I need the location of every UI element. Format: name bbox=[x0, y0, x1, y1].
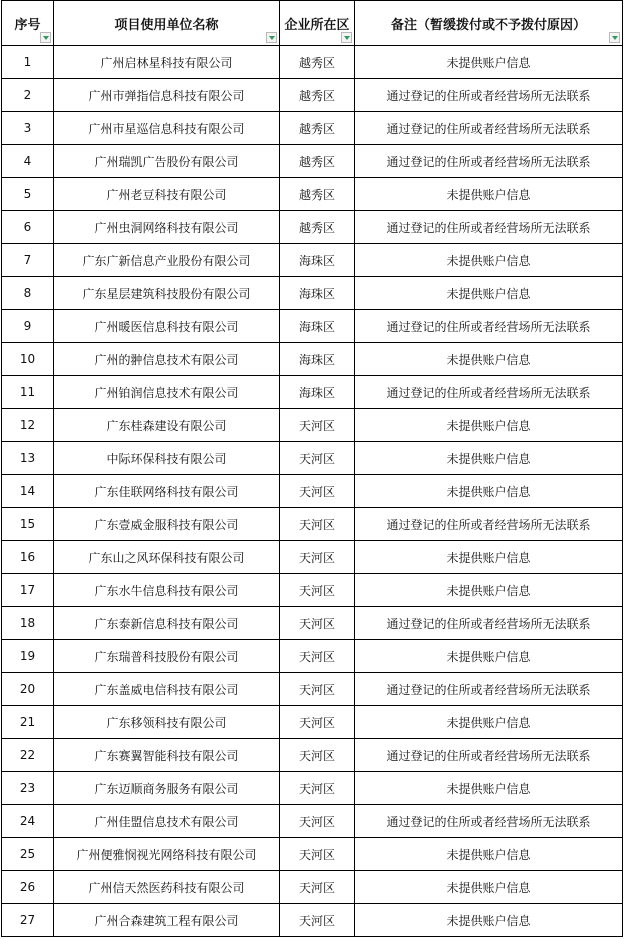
cell-note[interactable]: 未提供账户信息 bbox=[355, 574, 623, 607]
cell-company[interactable]: 广州便雅悯视光网络科技有限公司 bbox=[54, 838, 280, 871]
cell-no[interactable]: 21 bbox=[2, 706, 54, 739]
cell-company[interactable]: 广东迈顺商务服务有限公司 bbox=[54, 772, 280, 805]
cell-company[interactable]: 广东星层建筑科技股份有限公司 bbox=[54, 277, 280, 310]
table-row bbox=[2, 79, 623, 112]
cell-note[interactable]: 通过登记的住所或者经营场所无法联系 bbox=[355, 310, 623, 343]
cell-no[interactable]: 25 bbox=[2, 838, 54, 871]
table-row bbox=[2, 475, 623, 508]
cell-no[interactable]: 24 bbox=[2, 805, 54, 838]
cell-district[interactable]: 越秀区 bbox=[280, 211, 355, 244]
cell-note[interactable]: 通过登记的住所或者经营场所无法联系 bbox=[355, 145, 623, 178]
cell-no[interactable]: 20 bbox=[2, 673, 54, 706]
header-note-label: 备注（暂缓拨付或不予拨付原因） bbox=[390, 17, 586, 33]
table-row bbox=[2, 541, 623, 574]
table-row bbox=[2, 343, 623, 376]
cell-district[interactable]: 天河区 bbox=[280, 607, 355, 640]
table-row bbox=[2, 904, 623, 937]
cell-company[interactable]: 广州虫洞网络科技有限公司 bbox=[54, 211, 280, 244]
cell-company[interactable]: 广州铂润信息技术有限公司 bbox=[54, 376, 280, 409]
cell-no[interactable]: 18 bbox=[2, 607, 54, 640]
cell-district[interactable]: 天河区 bbox=[280, 409, 355, 442]
header-row bbox=[2, 1, 623, 46]
cell-no[interactable]: 6 bbox=[2, 211, 54, 244]
table-row bbox=[2, 442, 623, 475]
cell-note[interactable]: 未提供账户信息 bbox=[355, 277, 623, 310]
cell-no[interactable]: 27 bbox=[2, 904, 54, 937]
cell-no[interactable]: 13 bbox=[2, 442, 54, 475]
cell-note[interactable]: 未提供账户信息 bbox=[355, 706, 623, 739]
cell-district[interactable]: 天河区 bbox=[280, 574, 355, 607]
cell-company[interactable]: 广州合森建筑工程有限公司 bbox=[54, 904, 280, 937]
cell-company[interactable]: 广东泰新信息科技有限公司 bbox=[54, 607, 280, 640]
cell-district[interactable]: 天河区 bbox=[280, 871, 355, 904]
table-row bbox=[2, 112, 623, 145]
cell-district[interactable]: 天河区 bbox=[280, 640, 355, 673]
cell-district[interactable]: 越秀区 bbox=[280, 145, 355, 178]
cell-note[interactable]: 未提供账户信息 bbox=[355, 442, 623, 475]
cell-no[interactable]: 12 bbox=[2, 409, 54, 442]
header-district-label: 企业所在区 bbox=[284, 17, 350, 33]
cell-company[interactable]: 广州暖医信息科技有限公司 bbox=[54, 310, 280, 343]
cell-note[interactable]: 通过登记的住所或者经营场所无法联系 bbox=[355, 805, 623, 838]
cell-district[interactable]: 天河区 bbox=[280, 475, 355, 508]
cell-company[interactable]: 广州市弹指信息科技有限公司 bbox=[54, 79, 280, 112]
table-row bbox=[2, 277, 623, 310]
cell-district[interactable]: 越秀区 bbox=[280, 112, 355, 145]
cell-district[interactable]: 天河区 bbox=[280, 739, 355, 772]
cell-company[interactable]: 广东瑞普科技股份有限公司 bbox=[54, 640, 280, 673]
table-row bbox=[2, 772, 623, 805]
cell-company[interactable]: 广州瑞凯广告股份有限公司 bbox=[54, 145, 280, 178]
cell-district[interactable]: 海珠区 bbox=[280, 277, 355, 310]
cell-no[interactable]: 15 bbox=[2, 508, 54, 541]
cell-no[interactable]: 4 bbox=[2, 145, 54, 178]
cell-company[interactable]: 广东移领科技有限公司 bbox=[54, 706, 280, 739]
header-company-label: 项目使用单位名称 bbox=[114, 17, 219, 33]
header-district bbox=[280, 1, 355, 46]
cell-note[interactable]: 通过登记的住所或者经营场所无法联系 bbox=[355, 376, 623, 409]
cell-company[interactable]: 广州信天然医药科技有限公司 bbox=[54, 871, 280, 904]
cell-note[interactable]: 未提供账户信息 bbox=[355, 475, 623, 508]
filter-dropdown-icon[interactable] bbox=[341, 32, 352, 43]
cell-district[interactable]: 天河区 bbox=[280, 904, 355, 937]
table-row bbox=[2, 574, 623, 607]
cell-note[interactable]: 未提供账户信息 bbox=[355, 871, 623, 904]
cell-district[interactable]: 天河区 bbox=[280, 541, 355, 574]
cell-note[interactable]: 未提供账户信息 bbox=[355, 838, 623, 871]
cell-no[interactable]: 5 bbox=[2, 178, 54, 211]
cell-district[interactable]: 海珠区 bbox=[280, 343, 355, 376]
cell-no[interactable]: 19 bbox=[2, 640, 54, 673]
cell-no[interactable]: 7 bbox=[2, 244, 54, 277]
cell-company[interactable]: 广东赛翼智能科技有限公司 bbox=[54, 739, 280, 772]
table-row bbox=[2, 673, 623, 706]
cell-note[interactable]: 通过登记的住所或者经营场所无法联系 bbox=[355, 112, 623, 145]
cell-district[interactable]: 天河区 bbox=[280, 442, 355, 475]
cell-district[interactable]: 天河区 bbox=[280, 673, 355, 706]
table-row bbox=[2, 46, 623, 79]
cell-note[interactable]: 通过登记的住所或者经营场所无法联系 bbox=[355, 211, 623, 244]
cell-no[interactable]: 22 bbox=[2, 739, 54, 772]
table-row bbox=[2, 739, 623, 772]
cell-company[interactable]: 广东盖威电信科技有限公司 bbox=[54, 673, 280, 706]
cell-note[interactable]: 通过登记的住所或者经营场所无法联系 bbox=[355, 79, 623, 112]
header-company bbox=[54, 1, 280, 46]
cell-company[interactable]: 广州市星巡信息科技有限公司 bbox=[54, 112, 280, 145]
cell-company[interactable]: 广州启林星科技有限公司 bbox=[54, 46, 280, 79]
table-body bbox=[2, 46, 623, 937]
cell-no[interactable]: 2 bbox=[2, 79, 54, 112]
table-row bbox=[2, 805, 623, 838]
cell-company[interactable]: 广东佳联网络科技有限公司 bbox=[54, 475, 280, 508]
filter-dropdown-icon[interactable] bbox=[40, 32, 51, 43]
cell-district[interactable]: 海珠区 bbox=[280, 376, 355, 409]
cell-district[interactable]: 海珠区 bbox=[280, 244, 355, 277]
table-row bbox=[2, 145, 623, 178]
cell-no[interactable]: 3 bbox=[2, 112, 54, 145]
cell-company[interactable]: 广东桂森建设有限公司 bbox=[54, 409, 280, 442]
cell-note[interactable]: 未提供账户信息 bbox=[355, 343, 623, 376]
table-row bbox=[2, 640, 623, 673]
table-row bbox=[2, 508, 623, 541]
cell-company[interactable]: 广州老豆科技有限公司 bbox=[54, 178, 280, 211]
header-no-label: 序号 bbox=[14, 17, 41, 33]
cell-company[interactable]: 广东广新信息产业股份有限公司 bbox=[54, 244, 280, 277]
cell-district[interactable]: 天河区 bbox=[280, 508, 355, 541]
cell-note[interactable]: 未提供账户信息 bbox=[355, 178, 623, 211]
table-row bbox=[2, 178, 623, 211]
cell-note[interactable]: 通过登记的住所或者经营场所无法联系 bbox=[355, 673, 623, 706]
cell-no[interactable]: 9 bbox=[2, 310, 54, 343]
cell-no[interactable]: 14 bbox=[2, 475, 54, 508]
table-row bbox=[2, 409, 623, 442]
cell-note[interactable]: 未提供账户信息 bbox=[355, 409, 623, 442]
cell-no[interactable]: 8 bbox=[2, 277, 54, 310]
cell-district[interactable]: 海珠区 bbox=[280, 310, 355, 343]
table-row bbox=[2, 838, 623, 871]
cell-no[interactable]: 26 bbox=[2, 871, 54, 904]
cell-note[interactable]: 通过登记的住所或者经营场所无法联系 bbox=[355, 508, 623, 541]
cell-district[interactable]: 越秀区 bbox=[280, 178, 355, 211]
cell-district[interactable]: 越秀区 bbox=[280, 46, 355, 79]
table-row bbox=[2, 211, 623, 244]
cell-district[interactable]: 天河区 bbox=[280, 706, 355, 739]
cell-note[interactable]: 未提供账户信息 bbox=[355, 772, 623, 805]
cell-company[interactable]: 广东壹威金服科技有限公司 bbox=[54, 508, 280, 541]
cell-no[interactable]: 17 bbox=[2, 574, 54, 607]
cell-company[interactable]: 广东山之风环保科技有限公司 bbox=[54, 541, 280, 574]
cell-note[interactable]: 未提供账户信息 bbox=[355, 904, 623, 937]
cell-note[interactable]: 未提供账户信息 bbox=[355, 541, 623, 574]
filter-dropdown-icon[interactable] bbox=[266, 32, 277, 43]
cell-district[interactable]: 天河区 bbox=[280, 772, 355, 805]
table-row bbox=[2, 310, 623, 343]
filter-dropdown-icon[interactable] bbox=[609, 32, 620, 43]
cell-note[interactable]: 未提供账户信息 bbox=[355, 640, 623, 673]
table-row bbox=[2, 244, 623, 277]
table-row bbox=[2, 871, 623, 904]
cell-note[interactable]: 未提供账户信息 bbox=[355, 244, 623, 277]
header-no bbox=[2, 1, 54, 46]
cell-no[interactable]: 1 bbox=[2, 46, 54, 79]
cell-no[interactable]: 16 bbox=[2, 541, 54, 574]
cell-no[interactable]: 23 bbox=[2, 772, 54, 805]
table-row bbox=[2, 607, 623, 640]
header-note bbox=[355, 1, 623, 46]
cell-company[interactable]: 中际环保科技有限公司 bbox=[54, 442, 280, 475]
cell-company[interactable]: 广州佳盟信息技术有限公司 bbox=[54, 805, 280, 838]
cell-district[interactable]: 天河区 bbox=[280, 805, 355, 838]
cell-district[interactable]: 天河区 bbox=[280, 838, 355, 871]
cell-note[interactable]: 通过登记的住所或者经营场所无法联系 bbox=[355, 607, 623, 640]
cell-note[interactable]: 通过登记的住所或者经营场所无法联系 bbox=[355, 739, 623, 772]
cell-company[interactable]: 广东水牛信息科技有限公司 bbox=[54, 574, 280, 607]
table-row bbox=[2, 376, 623, 409]
cell-district[interactable]: 越秀区 bbox=[280, 79, 355, 112]
cell-company[interactable]: 广州的翀信息技术有限公司 bbox=[54, 343, 280, 376]
cell-no[interactable]: 10 bbox=[2, 343, 54, 376]
data-table bbox=[1, 0, 623, 937]
cell-no[interactable]: 11 bbox=[2, 376, 54, 409]
table-row bbox=[2, 706, 623, 739]
cell-note[interactable]: 未提供账户信息 bbox=[355, 46, 623, 79]
